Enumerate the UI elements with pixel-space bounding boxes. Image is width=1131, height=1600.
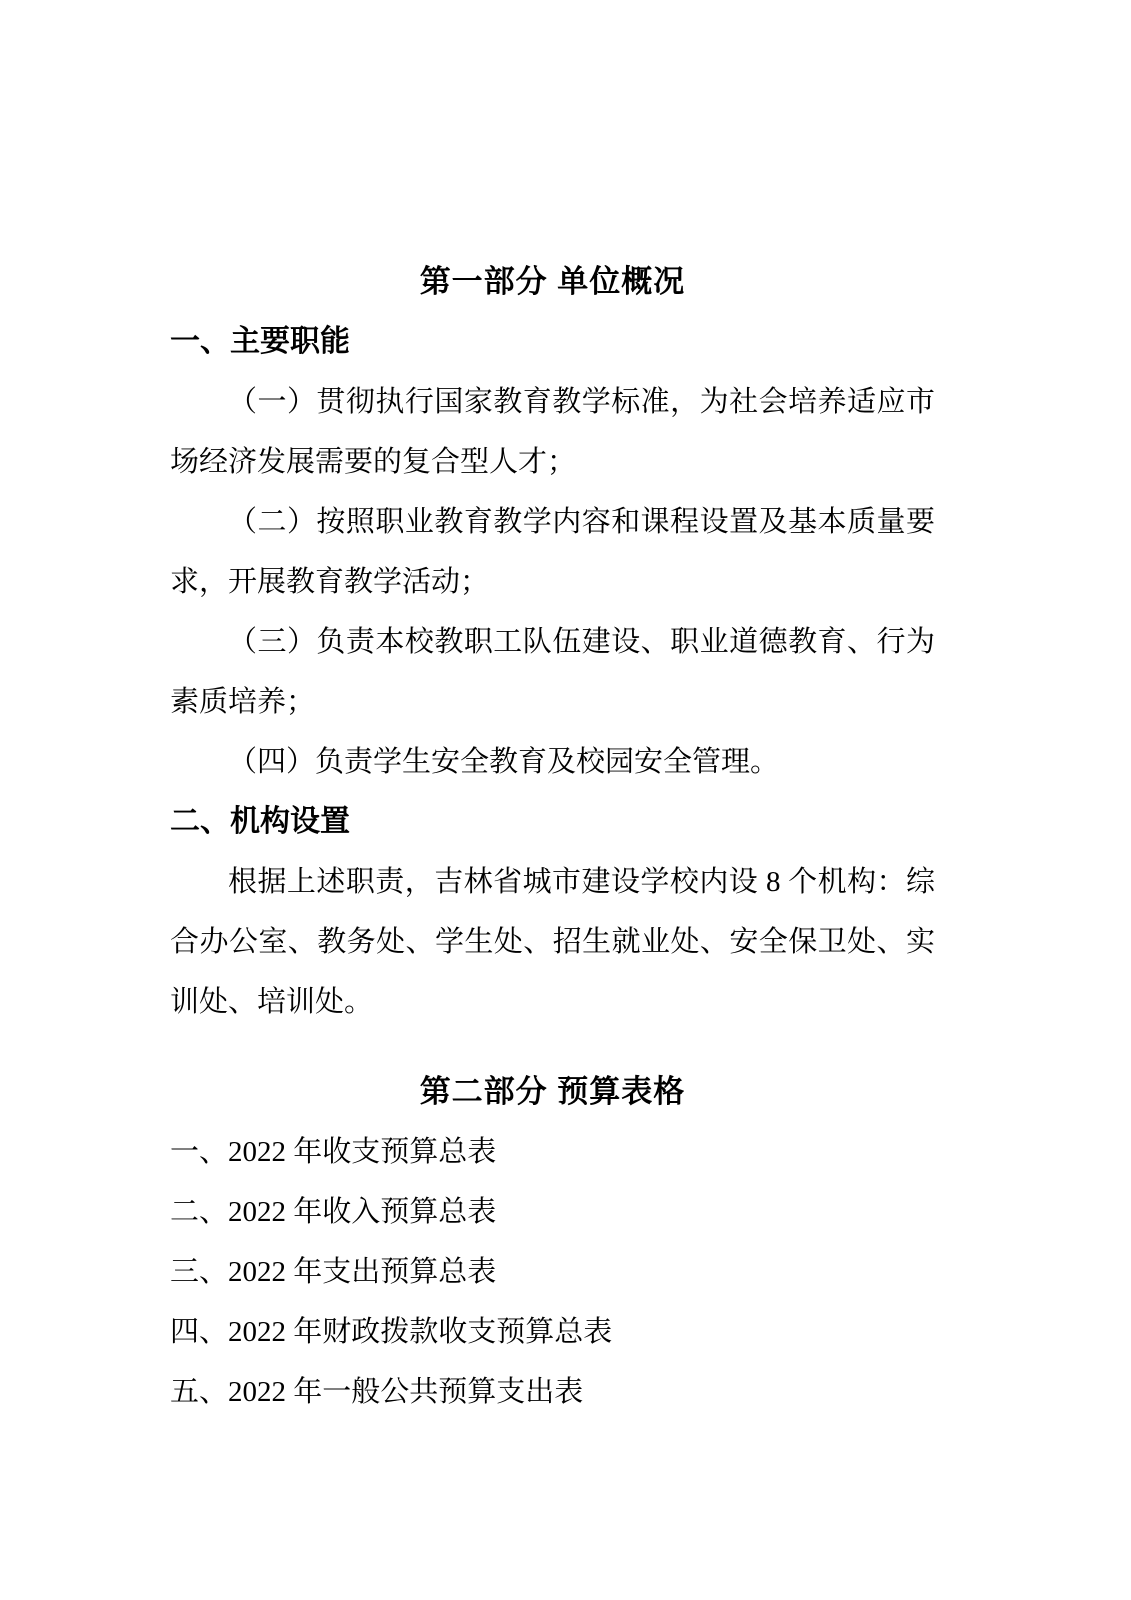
section2-heading: 二、机构设置 xyxy=(170,805,350,838)
section1-paragraph-2: （二）按照职业教育教学内容和课程设置及基本质量要求，开展教育教学活动； xyxy=(170,506,935,598)
budget-table-list-item-4: 四、2022 年财政拨款收支预算总表 xyxy=(170,1316,613,1348)
part2-title: 第二部分 预算表格 xyxy=(419,1074,686,1109)
section1-heading: 一、主要职能 xyxy=(170,325,350,358)
section1-paragraph-4: （四）负责学生安全教育及校园安全管理。 xyxy=(228,746,780,778)
section1-paragraph-3: （三）负责本校教职工队伍建设、职业道德教育、行为素质培养； xyxy=(170,626,935,718)
budget-table-list-item-5: 五、2022 年一般公共预算支出表 xyxy=(170,1376,584,1408)
budget-table-list-item-3: 三、2022 年支出预算总表 xyxy=(170,1256,497,1288)
section1-paragraph-1: （一）贯彻执行国家教育教学标准，为社会培养适应市场经济发展需要的复合型人才； xyxy=(170,386,935,478)
section2-paragraph-1: 根据上述职责，吉林省城市建设学校内设 8 个机构：综合办公室、教务处、学生处、招生就业处、安全保卫处、实训处、培训处。 xyxy=(170,866,935,1018)
budget-table-list-item-2: 二、2022 年收入预算总表 xyxy=(170,1196,497,1228)
budget-table-list-item-1: 一、2022 年收支预算总表 xyxy=(170,1136,497,1168)
part1-title: 第一部分 单位概况 xyxy=(419,264,686,299)
